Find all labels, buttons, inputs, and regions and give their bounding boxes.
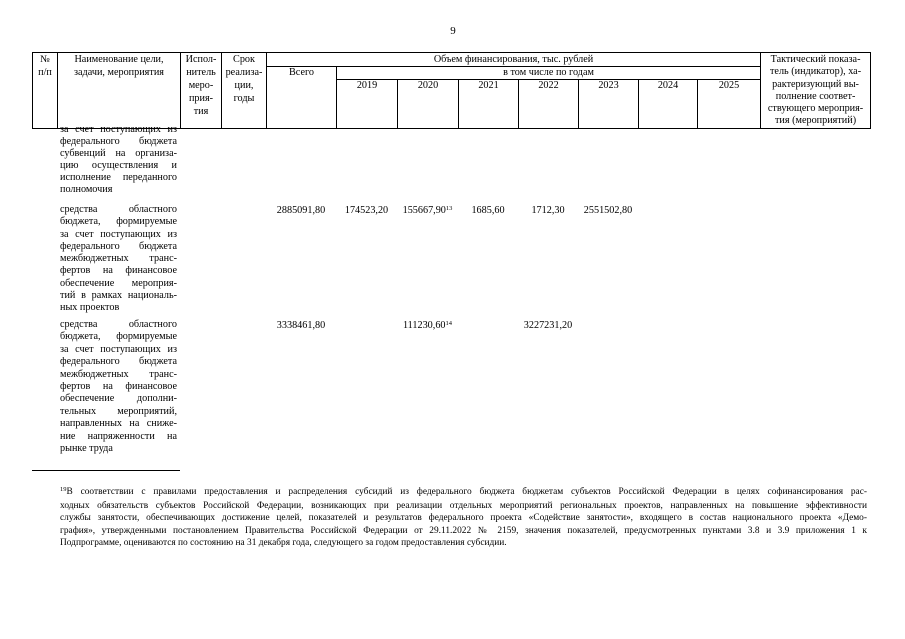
value-2020 [397, 320, 458, 333]
header-year-2023: 2023 [579, 80, 639, 129]
text-line: за счет поступающих из [60, 343, 177, 355]
footnote-line: Подпрограмме, оцениваются по состоянию на 31 декабря года, следующего за годом предоставления субсидии. [60, 538, 507, 549]
text-line: бюджета, формируемые [60, 331, 177, 343]
page-number: 9 [450, 25, 456, 37]
value-2019: 174523,20 [344, 205, 389, 216]
value-2025-empty [697, 205, 760, 218]
header-line: ции, [234, 80, 254, 91]
footnote-text: В соответствии с правилами предоставления и распределения субсидий из федерального бюджета бюджетам субъектов Российской Федерации в целях софинансирования рас- [66, 487, 867, 497]
value-2021-empty [458, 320, 518, 333]
text-line: рынке труда [60, 443, 113, 455]
header-executor-col [181, 53, 222, 129]
text-line: тий в рамках националь- [60, 289, 177, 301]
footnote-marker: 19 [60, 486, 67, 493]
table-header [32, 52, 871, 129]
value-2022: 1712,30 [531, 205, 565, 216]
header-total-col: Всего [267, 67, 337, 129]
header-line: тия [193, 106, 209, 117]
text-line: средства областного [60, 319, 177, 330]
header-line: задачи, мероприятия [74, 67, 164, 78]
header-year-2020: 2020 [398, 80, 459, 129]
footnote-line [60, 486, 867, 500]
value-2024-empty [638, 205, 697, 218]
value-2024-empty [638, 320, 697, 333]
header-line: тель (индикатор), ха- [769, 66, 862, 78]
text-line: ных проектов [60, 302, 120, 313]
value-2020 [397, 205, 458, 218]
text-line: средства областного [60, 204, 177, 215]
header-line: тия (мероприятий) [774, 115, 857, 127]
text-line: обеспечение мероприя- [60, 277, 177, 289]
header-indicator-col [761, 53, 871, 129]
header-line: меро- [188, 80, 214, 91]
footnote-ref: 13 [445, 205, 453, 212]
row-3-name [60, 319, 177, 455]
text-line: обеспечение дополни- [60, 393, 177, 405]
text-line: федерального бюджета [60, 136, 177, 147]
footnote-line: ходных обязательств субъектов Российской Федерации, возникающих при реализации отдельных мероприятий региональных проектов, направленных на повышение эффективности [60, 500, 867, 511]
text-line: федерального бюджета [60, 240, 177, 252]
text-line: ние напряженности на [60, 430, 177, 442]
header-term-col [222, 53, 267, 129]
header-name-col [58, 53, 181, 129]
footnote [60, 486, 867, 550]
value-total: 3338461,80 [276, 320, 326, 331]
header-year-2025: 2025 [698, 80, 761, 129]
text-line: субвенций на организа- [60, 148, 177, 159]
row-1-name [60, 124, 177, 196]
text-line: межбюджетных транс- [60, 368, 177, 380]
header-line: п/п [38, 67, 52, 78]
value-2023: 2551502,80 [583, 205, 633, 216]
footnote-separator [32, 470, 180, 471]
header-line: Тактический показа- [770, 54, 861, 65]
text-line: тельных мероприятий, [60, 405, 177, 417]
header-line: ствующего мероприя- [767, 103, 864, 115]
header-year-2022: 2022 [519, 80, 579, 129]
header-number-col [33, 53, 58, 129]
header-line: рактеризующий вы- [772, 78, 859, 90]
header-year-2024: 2024 [639, 80, 698, 129]
text-line: межбюджетных транс- [60, 253, 177, 264]
value-total: 2885091,80 [276, 205, 326, 216]
value-2021: 1685,60 [471, 205, 505, 216]
text-line: за счет поступающих из [60, 124, 177, 135]
header-line: Срок [233, 54, 255, 65]
header-line: годы [233, 93, 255, 104]
header-year-2021: 2021 [459, 80, 519, 129]
header-line: реализа- [225, 67, 263, 78]
footnote-ref: 14 [445, 320, 453, 327]
text-line: федерального бюджета [60, 356, 177, 368]
header-line: № [40, 54, 50, 65]
text-line: полномочия [60, 184, 113, 195]
text-line: исполнение переданного [60, 172, 177, 183]
value-2020-amount: 155667,90 [402, 205, 446, 216]
value-2019-empty [336, 320, 397, 333]
row-2-values [266, 205, 760, 218]
footnote-line: службы занятости, обеспечивающих достижение целей, показателей и результатов федерального проекта «Содействие занятости», входящего в состав национального проекта «Демо- [60, 513, 867, 524]
row-2-name [60, 204, 177, 314]
header-by-years-group: в том числе по годам [337, 67, 761, 80]
text-line: цию осуществления и [60, 160, 177, 171]
text-line: направленных на сниже- [60, 418, 177, 430]
text-line: фертов на финансовое [60, 381, 177, 393]
text-line: за счет поступающих из [60, 228, 177, 240]
value-2020-amount: 111230,60 [402, 320, 446, 331]
row-3-values [266, 320, 760, 333]
value-2022: 3227231,20 [523, 320, 573, 331]
header-line: Испол- [185, 54, 217, 65]
header-line: Наименование цели, [74, 54, 164, 65]
header-line: нитель [186, 67, 216, 78]
value-2025-empty [697, 320, 760, 333]
text-line: фертов на финансовое [60, 265, 177, 277]
header-year-2019: 2019 [337, 80, 398, 129]
header-line: полнение соответ- [775, 90, 856, 102]
header-line: прия- [188, 93, 214, 104]
header-funding-group: Объем финансирования, тыс. рублей [267, 53, 761, 67]
footnote-line: графия», утвержденными постановлением Правительства Российской Федерации от 29.11.2022 № 2159, значения показателей, предусмотренных пунктами 3.8 и 3.9 приложения 1 к [60, 525, 867, 536]
value-2023-empty [578, 320, 638, 333]
text-line: бюджета, формируемые [60, 216, 177, 228]
